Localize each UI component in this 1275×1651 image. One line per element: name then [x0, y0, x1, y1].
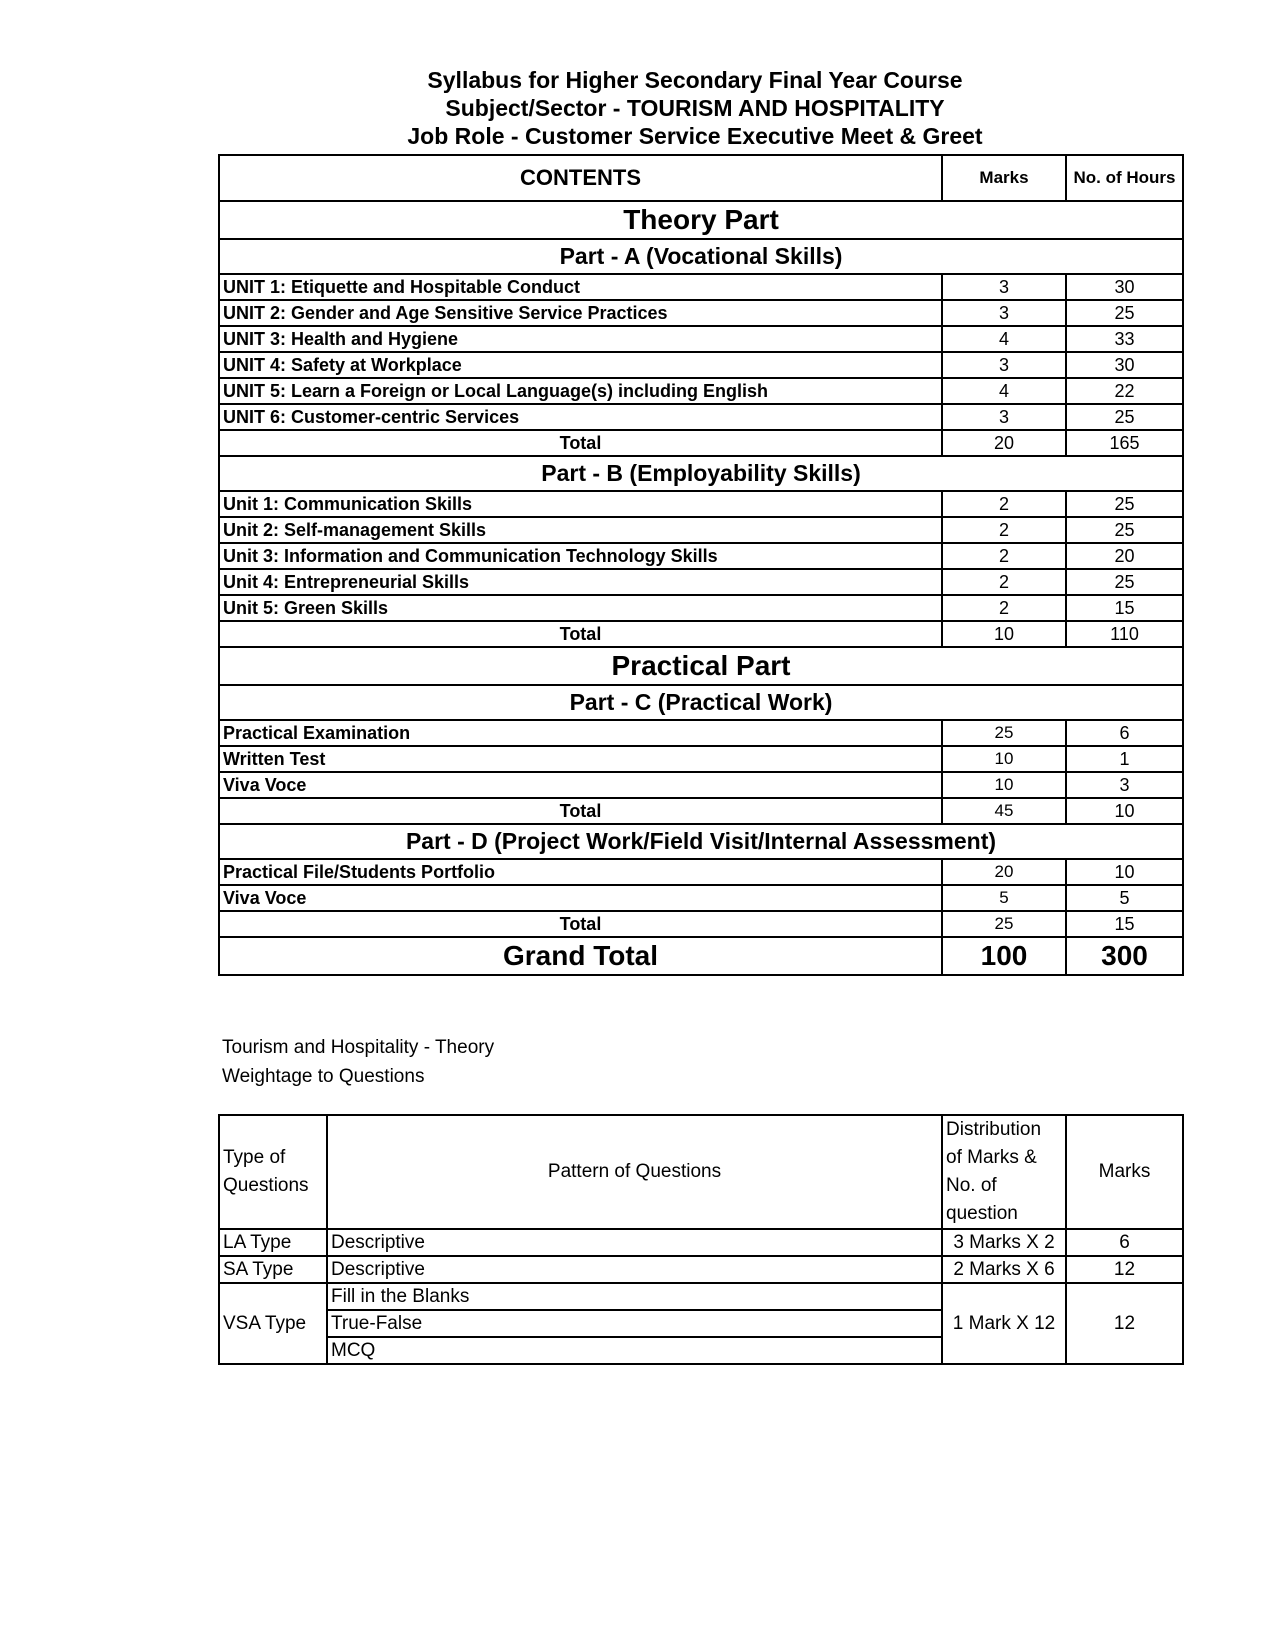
syllabus-header-row	[219, 155, 1183, 201]
total-row	[219, 798, 1183, 824]
row-label: UNIT 3: Health and Hygiene	[219, 326, 942, 352]
row-marks: 2	[942, 595, 1066, 621]
table-row	[219, 326, 1183, 352]
total-label: Total	[219, 621, 942, 647]
row-hours: 15	[1066, 595, 1183, 621]
table-row	[219, 720, 1183, 746]
total-hours: 10	[1066, 798, 1183, 824]
question-marks: 12	[1066, 1256, 1183, 1283]
table-row	[219, 543, 1183, 569]
col-contents-header: CONTENTS	[219, 155, 942, 201]
total-marks: 45	[942, 798, 1066, 824]
row-marks: 10	[942, 746, 1066, 772]
total-label: Total	[219, 911, 942, 937]
table-row	[219, 595, 1183, 621]
row-marks: 4	[942, 326, 1066, 352]
row-hours: 25	[1066, 517, 1183, 543]
row-hours: 1	[1066, 746, 1183, 772]
total-row	[219, 430, 1183, 456]
col-marks-header: Marks	[942, 155, 1066, 201]
document-header	[215, 66, 1175, 150]
header-subject: Subject/Sector - TOURISM AND HOSPITALITY	[445, 95, 945, 121]
question-pattern: MCQ	[327, 1337, 942, 1364]
total-hours: 15	[1066, 911, 1183, 937]
weightage-heading	[222, 1033, 494, 1091]
row-hours: 3	[1066, 772, 1183, 798]
row-marks: 3	[942, 404, 1066, 430]
row-label: UNIT 2: Gender and Age Sensitive Service Practices	[219, 300, 942, 326]
grand-total-row	[219, 937, 1183, 975]
row-marks: 10	[942, 772, 1066, 798]
question-distribution: 1 Mark X 12	[942, 1283, 1066, 1364]
total-marks: 10	[942, 621, 1066, 647]
part-a-heading: Part - A (Vocational Skills)	[219, 239, 1183, 274]
row-marks: 2	[942, 543, 1066, 569]
row-hours: 10	[1066, 859, 1183, 885]
table-row	[219, 1229, 1183, 1256]
row-label: Unit 5: Green Skills	[219, 595, 942, 621]
row-label: Unit 1: Communication Skills	[219, 491, 942, 517]
row-marks: 3	[942, 300, 1066, 326]
row-hours: 20	[1066, 543, 1183, 569]
weightage-header-row	[219, 1115, 1183, 1229]
table-row	[219, 1283, 1183, 1310]
row-hours: 25	[1066, 491, 1183, 517]
row-hours: 30	[1066, 274, 1183, 300]
table-row	[219, 772, 1183, 798]
row-label: UNIT 6: Customer-centric Services	[219, 404, 942, 430]
table-row	[219, 404, 1183, 430]
question-marks: 12	[1066, 1283, 1183, 1364]
row-marks: 5	[942, 885, 1066, 911]
col-distribution-header: Distribution of Marks & No. of question	[942, 1115, 1066, 1229]
table-row	[219, 378, 1183, 404]
question-marks: 6	[1066, 1229, 1183, 1256]
total-marks: 25	[942, 911, 1066, 937]
row-label: Practical File/Students Portfolio	[219, 859, 942, 885]
table-row	[219, 352, 1183, 378]
table-row	[219, 517, 1183, 543]
row-hours: 22	[1066, 378, 1183, 404]
table-row	[219, 300, 1183, 326]
total-row	[219, 911, 1183, 937]
total-row	[219, 621, 1183, 647]
question-pattern: Fill in the Blanks	[327, 1283, 942, 1310]
row-label: Practical Examination	[219, 720, 942, 746]
row-marks: 2	[942, 569, 1066, 595]
header-job-role: Job Role - Customer Service Executive Meet & Greet	[407, 123, 983, 149]
grand-total-marks: 100	[942, 937, 1066, 975]
question-distribution: 2 Marks X 6	[942, 1256, 1066, 1283]
total-hours: 110	[1066, 621, 1183, 647]
row-label: Unit 2: Self-management Skills	[219, 517, 942, 543]
table-row	[219, 859, 1183, 885]
row-marks: 4	[942, 378, 1066, 404]
total-hours: 165	[1066, 430, 1183, 456]
row-hours: 33	[1066, 326, 1183, 352]
table-row	[219, 569, 1183, 595]
theory-part-heading: Theory Part	[219, 201, 1183, 239]
table-row	[219, 1256, 1183, 1283]
table-row	[219, 274, 1183, 300]
row-hours: 25	[1066, 404, 1183, 430]
row-marks: 25	[942, 720, 1066, 746]
table-row	[219, 746, 1183, 772]
total-marks: 20	[942, 430, 1066, 456]
row-label: Viva Voce	[219, 772, 942, 798]
question-pattern: Descriptive	[327, 1229, 942, 1256]
header-title: Syllabus for Higher Secondary Final Year Course	[427, 67, 963, 93]
question-type: VSA Type	[219, 1283, 327, 1364]
question-pattern: Descriptive	[327, 1256, 942, 1283]
part-c-heading: Part - C (Practical Work)	[219, 685, 1183, 720]
question-type: LA Type	[219, 1229, 327, 1256]
practical-part-heading: Practical Part	[219, 647, 1183, 685]
row-label: Viva Voce	[219, 885, 942, 911]
table-row	[219, 885, 1183, 911]
syllabus-table	[218, 154, 1184, 976]
col-hours-header: No. of Hours	[1066, 155, 1183, 201]
table-row	[219, 491, 1183, 517]
weightage-caption: Weightage to Questions	[222, 1066, 425, 1087]
col-marks-header: Marks	[1066, 1115, 1183, 1229]
row-marks: 20	[942, 859, 1066, 885]
row-hours: 6	[1066, 720, 1183, 746]
row-label: Unit 4: Entrepreneurial Skills	[219, 569, 942, 595]
row-hours: 25	[1066, 569, 1183, 595]
row-label: UNIT 4: Safety at Workplace	[219, 352, 942, 378]
row-label: Written Test	[219, 746, 942, 772]
row-hours: 5	[1066, 885, 1183, 911]
question-type: SA Type	[219, 1256, 327, 1283]
total-label: Total	[219, 430, 942, 456]
question-distribution: 3 Marks X 2	[942, 1229, 1066, 1256]
row-hours: 30	[1066, 352, 1183, 378]
grand-total-hours: 300	[1066, 937, 1183, 975]
question-pattern: True-False	[327, 1310, 942, 1337]
weightage-subtitle: Tourism and Hospitality - Theory	[222, 1037, 495, 1058]
part-b-heading: Part - B (Employability Skills)	[219, 456, 1183, 491]
row-hours: 25	[1066, 300, 1183, 326]
total-label: Total	[219, 798, 942, 824]
row-label: Unit 3: Information and Communication Technology Skills	[219, 543, 942, 569]
weightage-table	[218, 1114, 1184, 1365]
row-marks: 3	[942, 274, 1066, 300]
grand-total-label: Grand Total	[219, 937, 942, 975]
col-pattern-header: Pattern of Questions	[327, 1115, 942, 1229]
row-label: UNIT 5: Learn a Foreign or Local Language(s) including English	[219, 378, 942, 404]
row-marks: 2	[942, 517, 1066, 543]
part-d-heading: Part - D (Project Work/Field Visit/Internal Assessment)	[219, 824, 1183, 859]
row-marks: 3	[942, 352, 1066, 378]
row-label: UNIT 1: Etiquette and Hospitable Conduct	[219, 274, 942, 300]
row-marks: 2	[942, 491, 1066, 517]
col-type-header: Type of Questions	[219, 1115, 327, 1229]
